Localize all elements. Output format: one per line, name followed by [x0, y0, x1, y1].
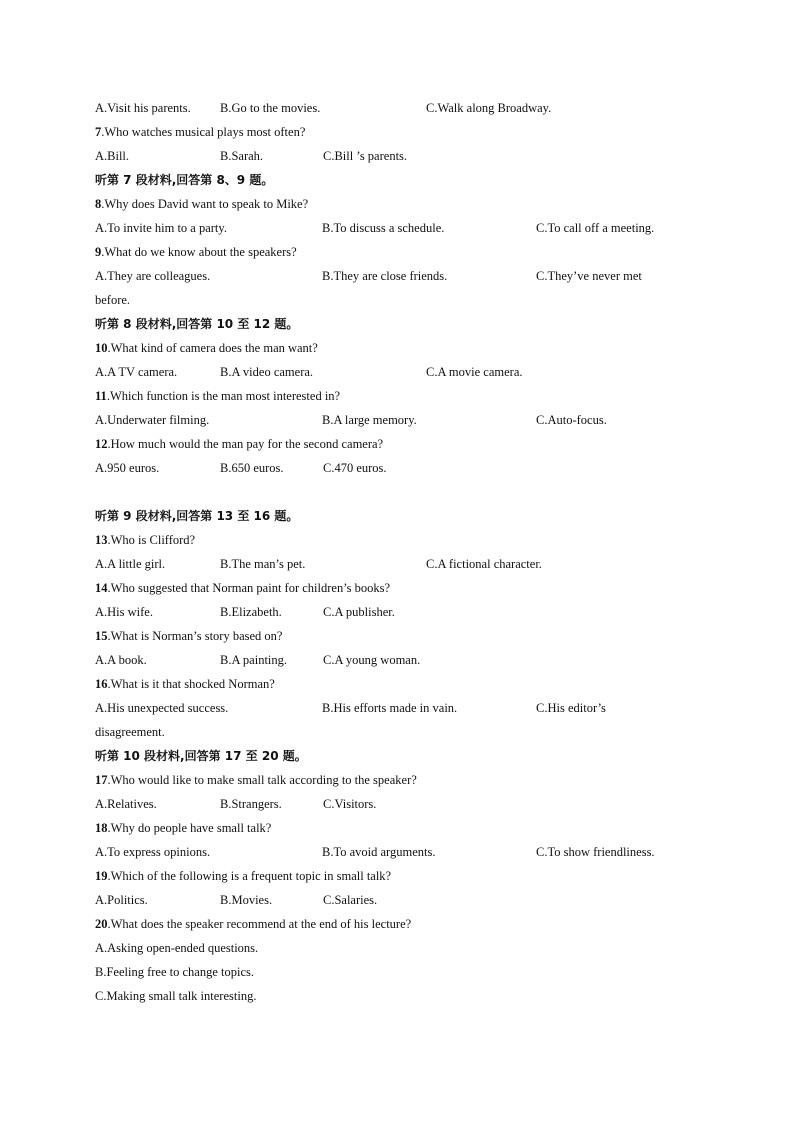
option-b: B.A video camera.: [220, 365, 314, 379]
option-a: A.His unexpected success.: [95, 701, 229, 715]
question-number: 9: [95, 245, 102, 259]
question-15: [95, 628, 282, 644]
option-c: C.A publisher.: [323, 605, 395, 619]
option-c: C.To call off a meeting.: [536, 221, 655, 235]
option-b: B.His efforts made in vain.: [322, 701, 458, 715]
question-text: .How much would the man pay for the second camera?: [107, 437, 384, 451]
option-a: A.To express opinions.: [95, 845, 211, 859]
option-b: B.Elizabeth.: [220, 605, 282, 619]
option-b: B.They are close friends.: [322, 269, 448, 283]
question-text: .What is it that shocked Norman?: [107, 677, 275, 691]
question-number: 20: [95, 917, 108, 931]
question-number: 13: [95, 533, 108, 547]
option-a: A.His wife.: [95, 605, 153, 619]
option-b: B.The man’s pet.: [220, 557, 306, 571]
option-b: B.Movies.: [220, 893, 273, 907]
question-text: .Who watches musical plays most often?: [101, 125, 306, 139]
question-16: [95, 676, 275, 692]
option-c: C.Making small talk interesting.: [95, 989, 257, 1003]
question-text: .What do we know about the speakers?: [101, 245, 297, 259]
option-c: C.Salaries.: [323, 893, 378, 907]
section-heading-10: 听第 10 段材料,回答第 17 至 20 题。: [95, 749, 307, 763]
question-text: .Which of the following is a frequent topic in small talk?: [107, 869, 392, 883]
question-number: 15: [95, 629, 108, 643]
option-a: A.To invite him to a party.: [95, 221, 227, 235]
option-b: B.Strangers.: [220, 797, 282, 811]
question-text: .Which function is the man most interested in?: [106, 389, 341, 403]
question-9: [95, 244, 297, 260]
option-b: B.Go to the movies.: [220, 101, 321, 115]
question-20: [95, 916, 411, 932]
question-text: .Who is Clifford?: [107, 533, 196, 547]
option-c: C.Auto-focus.: [536, 413, 607, 427]
question-number: 11: [95, 389, 107, 403]
option-c: C.They’ve never met: [536, 269, 642, 283]
question-number: 17: [95, 773, 108, 787]
question-number: 12: [95, 437, 108, 451]
question-number: 19: [95, 869, 108, 883]
question-text: .Who would like to make small talk according to the speaker?: [107, 773, 417, 787]
option-a: A.Asking open-ended questions.: [95, 941, 259, 955]
option-c: C.Bill ’s parents.: [323, 149, 408, 163]
option-a: A.A little girl.: [95, 557, 166, 571]
option-a: A.950 euros.: [95, 461, 160, 475]
option-b: B.To avoid arguments.: [322, 845, 436, 859]
question-text: .Why does David want to speak to Mike?: [101, 197, 309, 211]
question-number: 14: [95, 581, 108, 595]
option-a: A.Bill.: [95, 149, 130, 163]
option-b: B.A painting.: [220, 653, 288, 667]
question-number: 8: [95, 197, 102, 211]
option-continuation: disagreement.: [95, 725, 165, 739]
option-b: B.Sarah.: [220, 149, 264, 163]
option-b: B.A large memory.: [322, 413, 417, 427]
question-19: [95, 868, 391, 884]
option-c: C.His editor’s: [536, 701, 606, 715]
question-text: .Who suggested that Norman paint for children’s books?: [107, 581, 391, 595]
option-a: A.They are colleagues.: [95, 269, 211, 283]
option-a: A.Visit his parents.: [95, 101, 191, 115]
option-a: A.Politics.: [95, 893, 148, 907]
question-number: 18: [95, 821, 108, 835]
option-a: A.A book.: [95, 653, 147, 667]
option-c: C.A young woman.: [323, 653, 421, 667]
question-10: [95, 340, 318, 356]
question-11: [95, 388, 340, 404]
option-c: C.470 euros.: [323, 461, 387, 475]
section-heading-7: 听第 7 段材料,回答第 8、9 题。: [95, 173, 274, 187]
option-c: C.Walk along Broadway.: [426, 101, 552, 115]
option-a: A.Relatives.: [95, 797, 157, 811]
question-7: [95, 124, 305, 140]
question-text: .What does the speaker recommend at the end of his lecture?: [107, 917, 412, 931]
option-continuation: before.: [95, 293, 131, 307]
question-18: [95, 820, 271, 836]
question-text: .What is Norman’s story based on?: [107, 629, 283, 643]
question-12: [95, 436, 383, 452]
option-c: C.Visitors.: [323, 797, 377, 811]
question-text: .Why do people have small talk?: [107, 821, 272, 835]
question-13: [95, 532, 195, 548]
question-17: [95, 772, 417, 788]
section-heading-8: 听第 8 段材料,回答第 10 至 12 题。: [95, 317, 299, 331]
option-b: B.Feeling free to change topics.: [95, 965, 254, 979]
question-number: 10: [95, 341, 108, 355]
option-a: A.Underwater filming.: [95, 413, 210, 427]
option-b: B.650 euros.: [220, 461, 284, 475]
option-c: C.A movie camera.: [426, 365, 523, 379]
option-b: B.To discuss a schedule.: [322, 221, 445, 235]
option-c: C.A fictional character.: [426, 557, 542, 571]
question-8: [95, 196, 308, 212]
question-14: [95, 580, 390, 596]
question-text: .What kind of camera does the man want?: [107, 341, 318, 355]
question-number: 7: [95, 125, 102, 139]
section-heading-9: 听第 9 段材料,回答第 13 至 16 题。: [95, 509, 299, 523]
option-a: A.A TV camera.: [95, 365, 178, 379]
option-c: C.To show friendliness.: [536, 845, 655, 859]
question-number: 16: [95, 677, 108, 691]
